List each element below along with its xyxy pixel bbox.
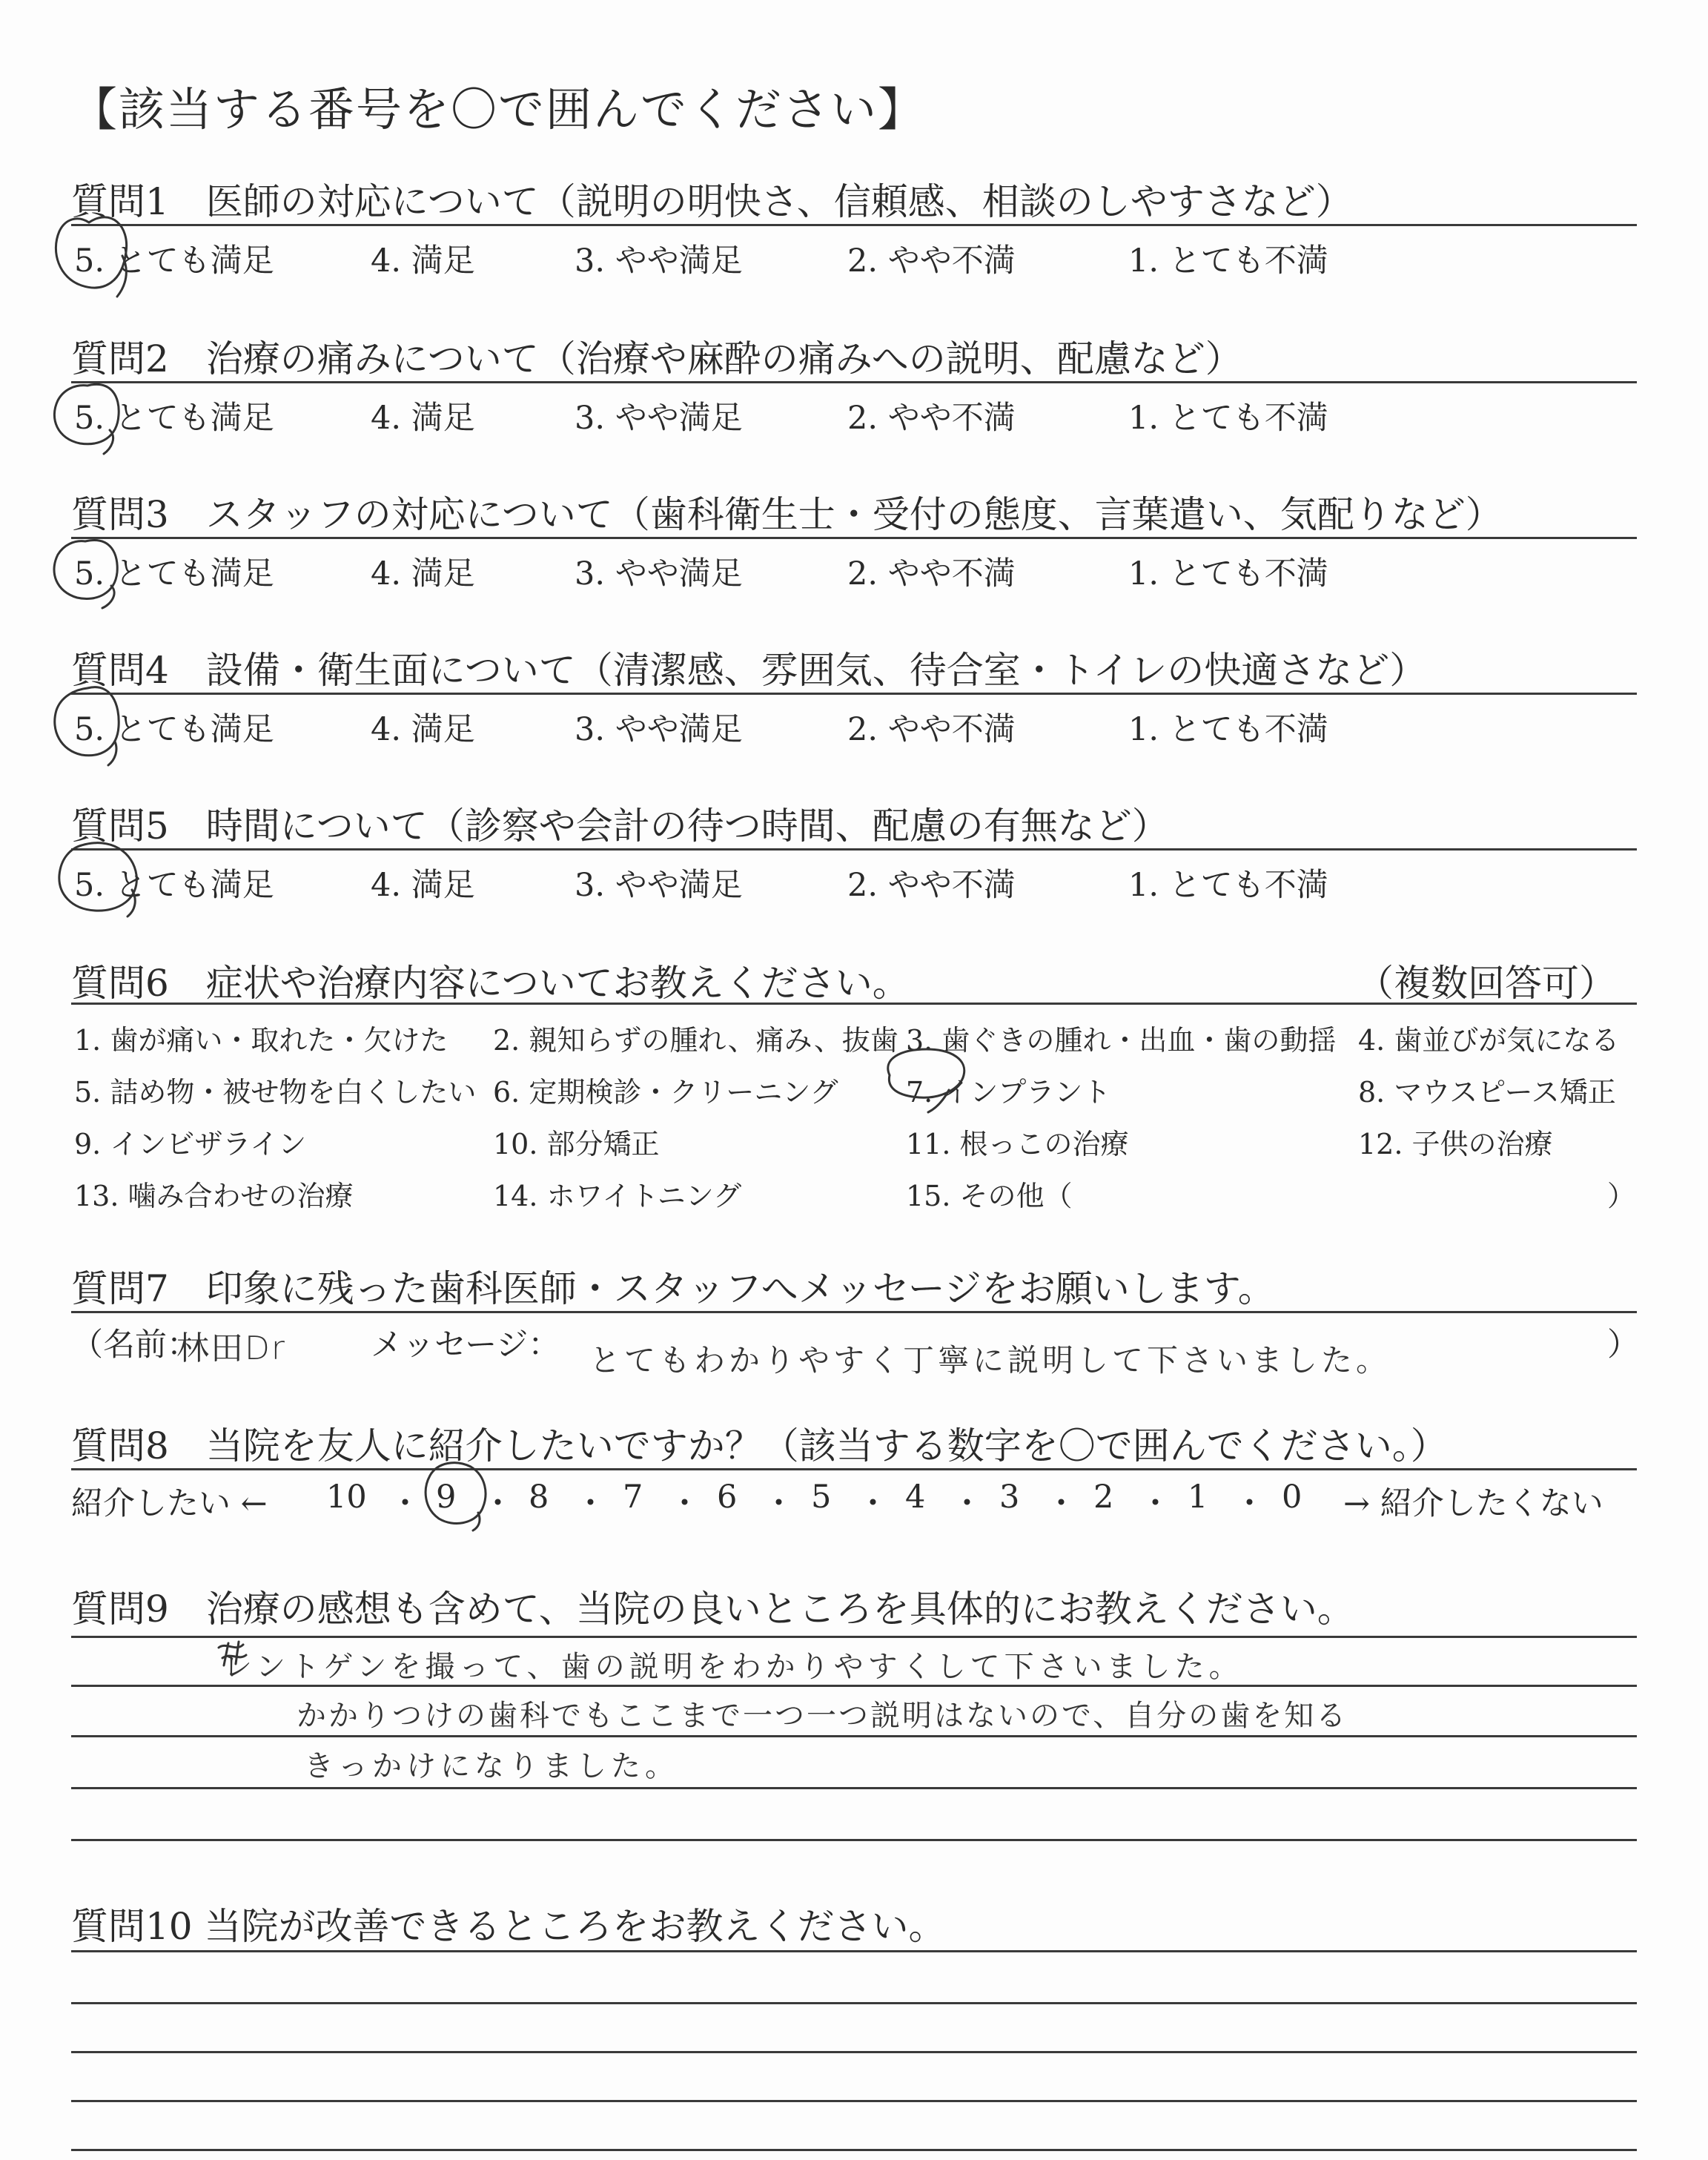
q4-option-3[interactable]: 3. やや満足 — [575, 711, 743, 748]
q6-item-6[interactable]: 6. 定期検診・クリーニング — [493, 1076, 838, 1109]
q7-message-value[interactable]: とてもわかりやすく丁寧に説明して下さいました。 — [589, 1342, 1391, 1378]
q1-option-2[interactable]: 2. やや不満 — [847, 242, 1016, 280]
q2-option-4[interactable]: 4. 満足 — [371, 400, 475, 437]
q9-answer-line-1[interactable]: レントゲンを撮って、歯の説明をわかりやすくして下さいました。 — [222, 1650, 1243, 1684]
q6-heading: 質問6 症状や治療内容についてお教えください。 — [71, 962, 910, 1005]
q7-message-label: メッセージ： — [371, 1327, 560, 1364]
q1-rule — [71, 224, 1637, 226]
q4-heading: 質問4 設備・衛生面について（清潔感、雰囲気、待合室・トイレの快適さなど） — [71, 649, 1427, 692]
q8-separator: ・ — [1045, 1485, 1077, 1522]
q6-item-7[interactable]: 7. インプラント — [906, 1076, 1111, 1109]
q6-item-2[interactable]: 2. 親知らずの腫れ、痛み、抜歯 — [493, 1024, 898, 1057]
q6-item-13[interactable]: 13. 噛み合わせの治療 — [74, 1180, 354, 1212]
q3-option-1[interactable]: 1. とても不満 — [1128, 555, 1328, 592]
q5-option-5[interactable]: 5. とても満足 — [74, 867, 274, 904]
q8-left-label: 紹介したい ← — [71, 1485, 268, 1522]
q2-option-3[interactable]: 3. やや満足 — [575, 400, 743, 437]
q7-name-label: （名前： — [71, 1327, 199, 1364]
q6-item-3[interactable]: 3. 歯ぐきの腫れ・出血・歯の動揺 — [906, 1024, 1337, 1057]
q9-heading: 質問9 治療の感想も含めて、当院の良いところを具体的にお教えください。 — [71, 1588, 1354, 1631]
q8-scale-3[interactable]: 3 — [999, 1479, 1020, 1516]
q4-option-4[interactable]: 4. 満足 — [371, 711, 475, 748]
q3-rule — [71, 537, 1637, 539]
q8-separator: ・ — [763, 1485, 795, 1522]
form-title: 【該当する番号を〇で囲んでください】 — [71, 82, 926, 136]
q5-option-3[interactable]: 3. やや満足 — [575, 867, 743, 904]
q1-option-3[interactable]: 3. やや満足 — [575, 242, 743, 280]
q10-rule-2 — [71, 2002, 1637, 2004]
q8-scale-5[interactable]: 5 — [811, 1479, 832, 1516]
q10-rule-4 — [71, 2100, 1637, 2102]
q8-scale-1[interactable]: 1 — [1188, 1479, 1208, 1516]
q8-scale-9[interactable]: 9 — [436, 1479, 457, 1516]
q3-option-4[interactable]: 4. 満足 — [371, 555, 475, 592]
q4-option-5[interactable]: 5. とても満足 — [74, 711, 274, 748]
q8-scale-10[interactable]: 10 — [326, 1479, 367, 1516]
q9-answer-line-3[interactable]: きっかけになりました。 — [304, 1749, 679, 1783]
q3-option-5[interactable]: 5. とても満足 — [74, 555, 274, 592]
q3-option-3[interactable]: 3. やや満足 — [575, 555, 743, 592]
q8-scale-2[interactable]: 2 — [1093, 1479, 1114, 1516]
q6-item-11[interactable]: 11. 根っこの治療 — [906, 1128, 1129, 1160]
q8-separator: ・ — [1234, 1485, 1265, 1522]
q8-separator: ・ — [669, 1485, 701, 1522]
q7-rule — [71, 1311, 1637, 1313]
q8-separator: ・ — [1139, 1485, 1171, 1522]
q1-option-1[interactable]: 1. とても不満 — [1128, 242, 1328, 280]
q8-separator: ・ — [389, 1485, 421, 1522]
q1-option-5[interactable]: 5. とても満足 — [74, 242, 274, 280]
q4-option-2[interactable]: 2. やや不満 — [847, 711, 1016, 748]
q9-rule-3 — [71, 1735, 1637, 1737]
q9-rule-4 — [71, 1787, 1637, 1789]
q6-rule — [71, 1003, 1637, 1005]
q5-option-1[interactable]: 1. とても不満 — [1128, 867, 1328, 904]
q5-heading: 質問5 時間について（診察や会計の待つ時間、配慮の有無など） — [71, 805, 1169, 848]
q6-item-1[interactable]: 1. 歯が痛い・取れた・欠けた — [74, 1024, 448, 1057]
q8-separator: ・ — [482, 1485, 514, 1522]
q2-option-2[interactable]: 2. やや不満 — [847, 400, 1016, 437]
q8-scale-7[interactable]: 7 — [623, 1479, 643, 1516]
q2-rule — [71, 381, 1637, 383]
q9-rule-5 — [71, 1839, 1637, 1841]
q6-item-15[interactable]: 15. その他（ — [906, 1180, 1073, 1212]
q5-option-2[interactable]: 2. やや不満 — [847, 867, 1016, 904]
q8-separator: ・ — [951, 1485, 983, 1522]
q5-rule — [71, 848, 1637, 851]
q6-item-8[interactable]: 8. マウスピース矯正 — [1358, 1076, 1616, 1109]
q7-close-paren: ） — [1607, 1327, 1639, 1364]
q7-heading: 質問7 印象に残った歯科医師・スタッフへメッセージをお願いします。 — [71, 1267, 1275, 1310]
q8-rule — [71, 1468, 1637, 1470]
q9-answer-line-2[interactable]: かかりつけの歯科でもここまで一つ一つ説明はないので、自分の歯を知る — [297, 1699, 1348, 1733]
q10-rule-1 — [71, 1950, 1637, 1952]
q4-option-1[interactable]: 1. とても不満 — [1128, 711, 1328, 748]
q2-heading: 質問2 治療の痛みについて（治療や麻酔の痛みへの説明、配慮など） — [71, 337, 1242, 380]
q10-rule-3 — [71, 2051, 1637, 2053]
q4-rule — [71, 693, 1637, 695]
q8-right-label: → 紹介したくない — [1343, 1485, 1603, 1522]
q2-option-5[interactable]: 5. とても満足 — [74, 400, 274, 437]
q1-heading: 質問1 医師の対応について（説明の明快さ、信頼感、相談のしやすさなど） — [71, 180, 1353, 223]
q6-item-4[interactable]: 4. 歯並びが気になる — [1358, 1024, 1620, 1057]
q8-scale-6[interactable]: 6 — [717, 1479, 738, 1516]
q6-item-14[interactable]: 14. ホワイトニング — [493, 1180, 742, 1212]
q1-option-4[interactable]: 4. 満足 — [371, 242, 475, 280]
q5-option-4[interactable]: 4. 満足 — [371, 867, 475, 904]
q3-heading: 質問3 スタッフの対応について（歯科衛生士・受付の態度、言葉遣い、気配りなど） — [71, 493, 1503, 536]
q8-heading: 質問8 当院を友人に紹介したいですか？（該当する数字を〇で囲んでください。） — [71, 1424, 1448, 1467]
q2-option-1[interactable]: 1. とても不満 — [1128, 400, 1328, 437]
q6-item-10[interactable]: 10. 部分矯正 — [493, 1128, 660, 1160]
q6-other-close-paren: ） — [1607, 1180, 1636, 1212]
q10-heading: 質問10 当院が改善できるところをお教えください。 — [71, 1905, 946, 1948]
q7-name-value[interactable]: 林田Dr — [176, 1330, 286, 1367]
q6-multiple-note: （複数回答可） — [1357, 962, 1616, 1005]
q8-separator: ・ — [575, 1485, 606, 1522]
q9-rule-1 — [71, 1636, 1637, 1638]
q6-item-12[interactable]: 12. 子供の治療 — [1358, 1128, 1553, 1160]
q8-scale-0[interactable]: 0 — [1282, 1479, 1302, 1516]
q8-scale-8[interactable]: 8 — [529, 1479, 549, 1516]
q6-item-5[interactable]: 5. 詰め物・被せ物を白くしたい — [74, 1076, 477, 1109]
q8-separator: ・ — [857, 1485, 889, 1522]
q3-option-2[interactable]: 2. やや不満 — [847, 555, 1016, 592]
q8-scale-4[interactable]: 4 — [905, 1479, 926, 1516]
q6-item-9[interactable]: 9. インビザライン — [74, 1128, 307, 1160]
q10-rule-5 — [71, 2149, 1637, 2151]
